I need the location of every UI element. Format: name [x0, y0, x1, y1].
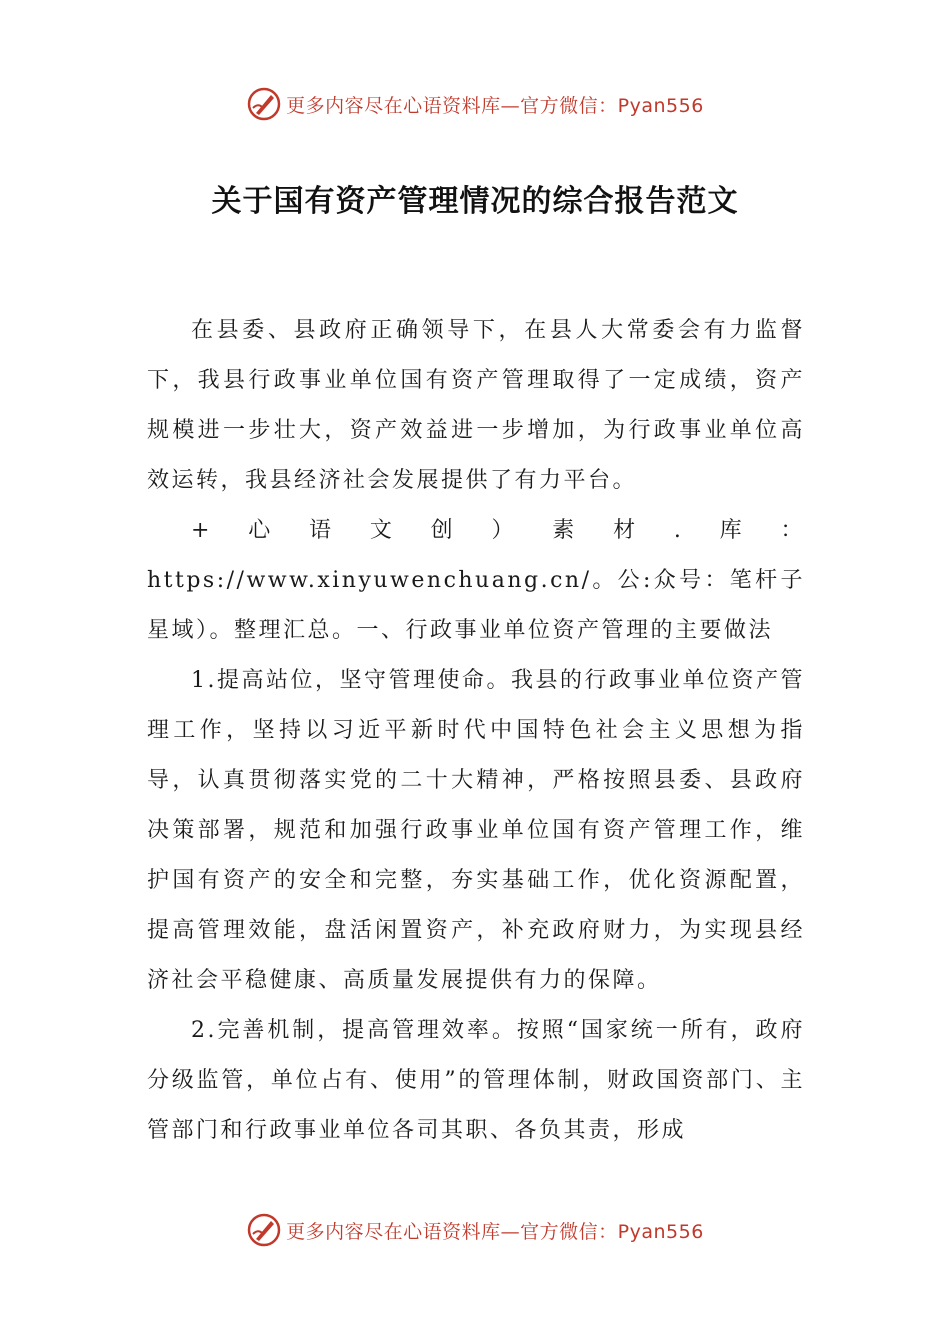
footer-watermark-label: 更多内容尽在心语资料库—官方微信：	[286, 1220, 618, 1243]
header-watermark-label: 更多内容尽在心语资料库—官方微信：	[286, 94, 618, 117]
paragraph-4: 2.完善机制，提高管理效率。按照“国家统一所有，政府分级监管，单位占有、使用”的管理体制，财政国资部门、主管部门和行政事业单位各司其职、各负其责，形成	[147, 1018, 805, 1143]
footer-watermark-text	[286, 1217, 704, 1244]
paragraph-3: 1.提高站位，坚守管理使命。我县的行政事业单位资产管理工作，坚持以习近平新时代中国特色社会主义思想为指导，认真贯彻落实党的二十大精神，严格按照县委、县政府决策部署，规范和加强行政事业单位国有资产管理工作，维护国有资产的安全和完整，夯实基础工作，优化资源配置，提高管理效能，盘活闲置资产，补充政府财力，为实现县经济社会平稳健康、高质量发展提供有力的保障。	[147, 668, 805, 993]
footer-watermark-banner	[0, 1210, 950, 1250]
quill-logo-icon	[246, 86, 282, 122]
header-watermark-banner	[0, 84, 950, 124]
footer-watermark-contact: Pyan556	[617, 1220, 704, 1243]
header-watermark-text	[286, 91, 704, 118]
header-watermark-contact: Pyan556	[617, 94, 704, 117]
document-title: 关于国有资产管理情况的综合报告范文	[211, 184, 739, 219]
document-body	[147, 306, 805, 1156]
paragraph-2: +心语文创）素材.库：https://www.xinyuwenchuang.cn/。公:众号：笔杆子星域）。整理汇总。一、行政事业单位资产管理的主要做法	[147, 518, 805, 643]
quill-logo-icon	[246, 1212, 282, 1248]
paragraph-1: 在县委、县政府正确领导下，在县人大常委会有力监督下，我县行政事业单位国有资产管理取得了一定成绩，资产规模进一步壮大，资产效益进一步增加，为行政事业单位高效运转，我县经济社会发展提供了有力平台。	[147, 318, 805, 493]
